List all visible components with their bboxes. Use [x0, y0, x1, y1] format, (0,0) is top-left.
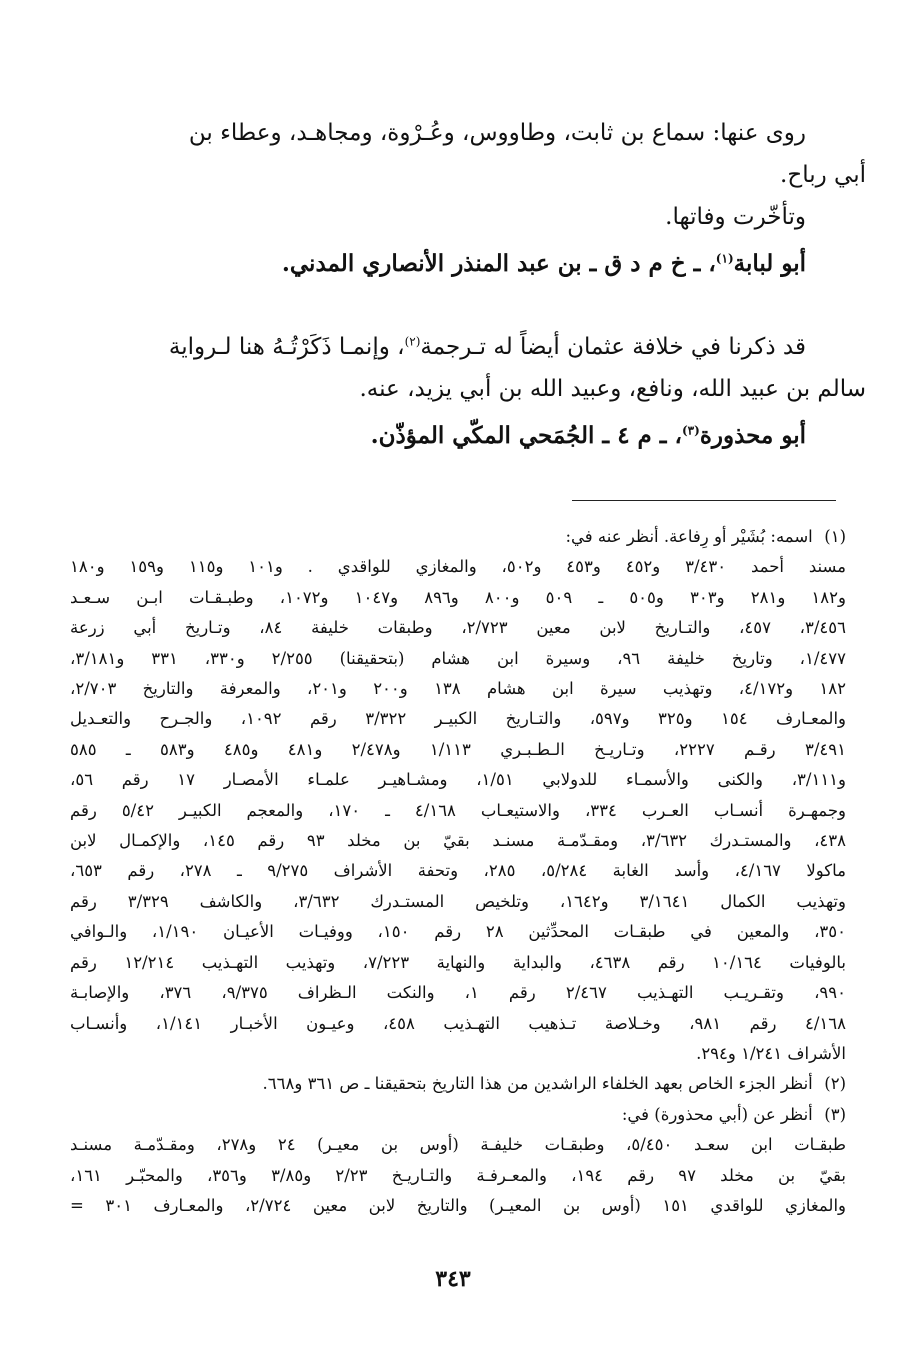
entry-heading-abu-lubaba — [70, 242, 836, 286]
footnote-line: والمغازي للواقدي ١٥١ (أوس بن المعيـر) والتاريخ لابن معين ٢/٧٢٤، والمعـارف ٣٠١ = — [70, 1195, 846, 1215]
footnote-3-title: أنظر عن (أبي محذورة) في: — [621, 1104, 813, 1124]
paragraph-translation-line2: سالم بن عبيد الله، ونافع، وعبيد الله بن أبي يزيد، عنه. — [359, 376, 866, 402]
footnote-line: والمعـارف ١٥٤ و٣٢٥ و٥٩٧، والتـاريخ الكبيـر ٣/٣٢٢ رقم ١٠٩٢، والجـرح والتعـديل — [70, 709, 847, 729]
footnote-3-body — [70, 1130, 846, 1221]
footnote-line: ٣٥٠، والمعين في طبقـات المحدِّثين ٢٨ رقم ١٥٠، ووفيـات الأعيـان ١/١٩٠، والـوافي — [70, 922, 846, 942]
paragraph-translation-line1-tail: ، وإنمـا ذَكَرْتُـهُ هنا لـرواية — [168, 334, 405, 360]
footnote-line: وتهذيب الكمال ٣/١٦٤١ و١٦٤٢، وتلخيص المستـدرك ٣/٦٣٢، والكاشف ٣/٣٢٩ رقم — [70, 891, 846, 911]
paragraph-narrators — [70, 112, 866, 196]
footnotes — [70, 522, 846, 1221]
footnote-line: بقيّ بن مخلد ٩٧ رقم ١٩٤، والمعـرفـة والتـاريـخ ٢/٢٣ و٣/٨٥ و٣٥٦، والمحبّـر ١٦١، — [70, 1165, 846, 1185]
footnote-3-number: (٣) — [824, 1104, 846, 1124]
footnote-line: ٩٩٠، وتقـريـب التهـذيب ٢/٤٦٧ رقم ١، والنكت الـظراف ٩/٣٧٥، ٣٧٦، والإصابـة — [70, 983, 846, 1003]
footnote-1-title: اسمه: بُشَيْر أو رِفاعة. أنظر عنه في: — [565, 527, 813, 546]
footnote-ref-2: (٢) — [404, 334, 421, 349]
entry-name: أبو محذورة — [699, 422, 806, 449]
footnote-line: ٤/١٦٨ رقم ٩٨١، وخـلاصة تـذهيب التهـذيب ٤٥٨، وعيـون الأخبـار ١/١٤١، وأنسـاب — [70, 1013, 846, 1033]
footnote-line: ١/٤٧٧، وتاريخ خليفة ٩٦، وسيرة ابن هشام (بتحقيقنا) ٢/٢٥٥ و٣٣٠، ٣٣١ و٣/١٨١، — [70, 648, 846, 668]
footnote-1-body — [70, 552, 846, 1069]
footnote-separator — [572, 500, 836, 501]
entry-details: ، ـ م ٤ ـ الجُمَحي المكّي المؤذّن. — [370, 422, 682, 449]
entry-heading-abu-mahdhura — [70, 414, 836, 458]
footnote-line: ٤٣٨، والمستـدرك ٣/٦٣٢، ومقـدّمـة مسنـد بقيّ بن مخلد ٩٣ رقم ١٤٥، والإكمـال لابن — [70, 831, 846, 851]
footnote-line: وجمهـرة أنسـاب العـرب ٣٣٤، والاستيعـاب ٤/١٦٨ ـ ١٧٠، والمعجم الكبيـر ٥/٤٢ رقم — [70, 800, 847, 820]
footnote-ref-3: (٣) — [681, 423, 700, 438]
footnote-line: طبقـات ابن سعـد ٥/٤٥٠، وطبقـات خليفـة (أوس بن معيـر) ٢٤ و٢٧٨، ومقـدّمـة مسنـد — [70, 1135, 846, 1155]
paragraph-translation-line1: قد ذكرنا في خلافة عثمان أيضاً له تـرجمة — [420, 334, 806, 360]
footnote-3-head — [70, 1100, 846, 1130]
paragraph-narrators-line1: روى عنها: سماع بن ثابت، وطاووس، وعُـرْوة، ومجاهـد، وعطاء بن — [188, 120, 806, 146]
footnote-2 — [70, 1069, 846, 1099]
footnote-line: ٣/٤٥٦، ٤٥٧، والتـاريخ لابن معين ٢/٧٢٣، وطبقات خليفة ٨٤، وتـاريخ أبي زرعة — [70, 618, 846, 638]
footnote-line: و١٨٢ و٢٨١ و٣٠٣ و٥٠٥ ـ ٥٠٩ و٨٠٠ و٨٩٦ و١٠٤٧ و١٠٧٢، وطبـقـات ابـن سـعـد — [70, 587, 846, 607]
footnote-2-number: (٢) — [824, 1074, 846, 1094]
footnote-line: و٣/١١١، والكنى والأسمـاء للدولابي ١/٥١، ومشـاهيـر علمـاء الأمصـار ١٧ رقم ٥٦، — [70, 770, 847, 790]
entry-name: أبو لبابة — [733, 250, 806, 277]
footnote-ref-1: (١) — [715, 251, 734, 266]
paragraph-translation-note — [70, 326, 866, 410]
footnote-line: ٣/٤٩١ رقـم ٢٢٢٧، وتـاريـخ الـطـبـري ١/١١٣ و٢/٤٧٨ و٤٨١ و٤٨٥ و٥٨٣ ـ ٥٨٥ — [70, 739, 846, 759]
footnote-1-number: (١) — [824, 527, 846, 546]
footnote-line: مسند أحمد ٣/٤٣٠ و٤٥٢ و٤٥٣ و٥٠٢، والمغازي للواقدي . و١٠١ و١١٥ و١٥٩ و١٨٠ — [70, 557, 847, 577]
footnote-line: بالوفيات ١٠/١٦٤ رقم ٤٦٣٨، والبداية والنهاية ٧/٢٢٣، وتهذيب التهـذيب ١٢/٢١٤ رقم — [70, 952, 846, 972]
main-text — [70, 112, 866, 458]
footnote-line: ماكولا ٤/١٦٧، وأسد الغابة ٥/٢٨٤، ٢٨٥، وتحفة الأشراف ٩/٢٧٥ ـ ٢٧٨، رقم ٦٥٣، — [70, 861, 847, 881]
footnote-line: ١٨٢ و٤/١٧٢، وتهذيب سيرة ابن هشام ١٣٨ و٢٠٠ و٢٠١، والمعرفة والتاريخ ٢/٧٠٣، — [70, 679, 846, 699]
page-number: ٣٤٣ — [435, 1266, 471, 1292]
paragraph-death: وتأخّرت وفاتها. — [665, 204, 806, 230]
footnote-1-head — [70, 522, 846, 552]
entry-details: ، ـ خ م د ق ـ بن عبد المنذر الأنصاري المدني. — [281, 250, 716, 277]
paragraph-narrators-line2: أبي رباح. — [780, 162, 866, 188]
footnote-2-text: أنظر الجزء الخاص بعهد الخلفاء الراشدين من هذا التاريخ بتحقيقنا ـ ص ٣٦١ و٦٦٨. — [262, 1074, 813, 1094]
footnote-line: الأشراف ١/٢٤١ و٢٩٤. — [696, 1043, 846, 1063]
